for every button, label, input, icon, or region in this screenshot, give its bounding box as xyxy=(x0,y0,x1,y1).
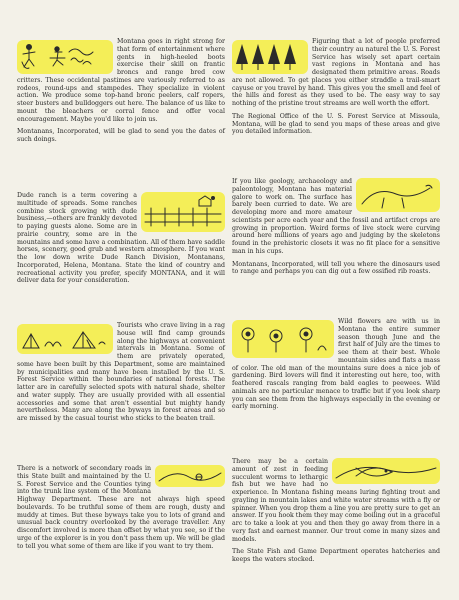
fishing-section xyxy=(232,458,440,569)
wildflower-section xyxy=(232,318,440,416)
geology-text: If you like geology, archaeology and paleontology, Montana has material galore to work on. The surface has barely been curried to date. We are developing more and more amateur scientists per acre each year and the fossil and artifact crops are growing in proportion. Weird forms of live stock were curving around here millions of years ago and judging by the skeletons found in the prehistoric closets it was no fit place for a sensitive man in his cups. xyxy=(232,178,440,255)
camping-text: Tourists who crave living in a rag house will find camp grounds along the highways at convenient intervals in Montana. Some of them are privately operated, some have been built by this Department, some are maintained by municipalities and many have been installed by the U. S. Forest Service within the boundaries of national forests. The latter are in carefully selected spots with natural shade, shelter and water supply. They are usually provided with all essential accessories and some that aren't essential but mighty handy nevertheless. Many are along the byways in forest areas and so are missed by the casual tourist who sticks to the beaten trail. xyxy=(17,322,225,422)
byways-text: There is a network of secondary roads in this State built and maintained by the U. S. Forest Service and the Counties tying into the trunk line system of the Montana Highway Department. These are not always high speed boulevards. To be truthful some of them are rough, dusty and muddy at times. But these byways take you to lots of grand and unusual back country overlooked by the average traveller. Any discomfort involved is more than offset by what you see, so if the urge of the explorer is in you don't pass them up. We will be glad to tell you what some of them are like if you want to try them. xyxy=(17,465,225,550)
dude-ranch-section xyxy=(17,192,225,290)
forest-contact-text: The Regional Office of the U. S. Forest Service at Missoula, Montana, will be glad to send you maps of these areas and give you detailed information. xyxy=(232,112,440,136)
dude-ranch-text: Dude ranch is a term covering a multitude of spreads. Some ranches combine stock growing with dude business,—others are frankly devoted to paying guests alone. Some are in prairie country, some are in the mountains and some have a combination. All of them have saddle horses, scenery, good grub and western atmosphere. If you want the low down write Dude Ranch Division, Montanans, Incorporated, Helena, Montana. State the kind of country and recreational activity you prefer, specify MONTANA, and it will deliver data for your consideration. xyxy=(17,192,225,285)
dancing-figures-illustration xyxy=(17,40,113,74)
camping-section xyxy=(17,322,225,428)
dinosaur-illustration xyxy=(356,178,440,212)
geology-section xyxy=(232,178,440,281)
fishing-text: There may be a certain amount of zest in feeding succulent worms to lethargic fish but we have had no experience. In Montana fishing means luring fighting trout and grayling in mountain lakes and white water streams with a fly or spinner. When you drop them a line you are pretty sure to get an answer. If you hook them they may come boiling out in a graceful arc to take a look at you and then they go away from there in a very fast and earnest manner. Our trout come in many sizes and models. xyxy=(232,458,440,543)
ranch-fence-illustration xyxy=(141,192,225,232)
forest-text: Figuring that a lot of people preferred their country au naturel the U. S. Forest Service has wisely set apart certain vast regions in Montana and has designated them primitive areas. Roads are not allowed. To get places you either straddle a trail-smart cayuse or you travel by hand. This gives you the smell and feel of the hills and forest as they used to be. The easy way to say nothing of the pristine trout streams are well worth the effort. xyxy=(232,38,440,107)
pine-trees-illustration xyxy=(232,40,308,74)
rodeo-text: Montana goes in right strong for that form of entertainment where gents in high-heeled boots exercise their skill on frantic broncs and range bred cow critters. These occidental pastimes are variously referred to as rodeos, round-ups and stampedes. They specialize in violent action. We produce some top-hand bronc peelers, calf ropers, steer busters and bulldoggers out here. The balance of us like to mount the bleachers or corral fence and offer vocal encouragement. Maybe you'd like to join us. xyxy=(17,38,225,123)
byways-section xyxy=(17,465,225,555)
fish-illustration xyxy=(332,458,440,484)
wildflower-text: Wild flowers are with us in Montana the entire summer season though June and the first half of July are the times to see them at their best. Whole mountain sides and flats a mass of color. The old man of the mountains sure does a nice job of gardening. Bird lovers will find it interesting out here, too, with feathered rascals ranging from bald eagles to peewees. Wild animals are no particular menace to traffic but if you look sharp you can see them from the highways especially in the evening or early morning. xyxy=(232,318,440,411)
forest-section xyxy=(232,38,440,141)
rodeo-contact-text: Montanans, Incorporated, will be glad to send you the dates of such doings. xyxy=(17,128,225,143)
geology-contact-text: Montanans, Incorporated, will tell you where the dinosaurs used to range and perhaps you can dig out a few ossified rib roasts. xyxy=(232,260,440,276)
winding-road-illustration xyxy=(155,465,225,487)
rodeo-section xyxy=(17,38,225,149)
tent-camp-illustration xyxy=(17,324,113,354)
fishing-contact-text: The State Fish and Game Department operates hatcheries and keeps the waters stocked. xyxy=(232,548,440,563)
wildflowers-illustration xyxy=(232,320,334,358)
